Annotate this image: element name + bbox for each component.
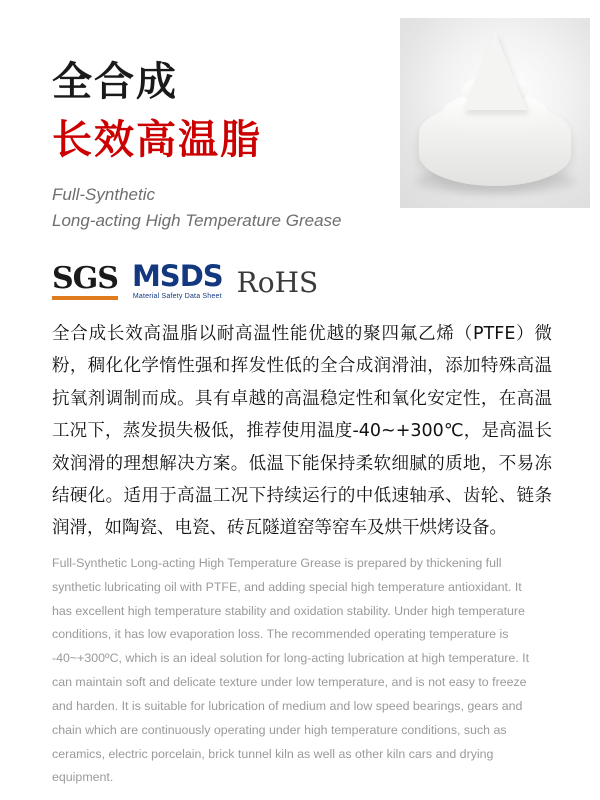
rohs-logo-label: RoHS	[236, 266, 319, 299]
page-title-en-line2: Long-acting High Temperature Grease	[52, 211, 342, 231]
certification-logos	[52, 259, 319, 300]
msds-logo-label: MSDS	[131, 259, 223, 293]
page-title-cn-line1: 全合成	[52, 59, 178, 105]
product-description-cn: 全合成长效高温脂以耐高温性能优越的聚四氟乙烯（PTFE）微粉，稠化化学惰性强和挥发性低的全合成润滑油，添加特殊高温抗氧剂调制而成。具有卓越的高温稳定性和氧化安定性，在高温工况下，蒸发损失极低，推荐使用温度-40~+300℃，是高温长效润滑的理想解决方案。低温下能保持柔软细腻的质地，不易冻结硬化。适用于高温工况下持续运行的中低速轴承、齿轮、链条润滑，如陶瓷、电瓷、砖瓦隧道窑等窑车及烘干烘烤设备。	[52, 324, 552, 539]
page-title-en-line1: Full-Synthetic	[52, 185, 155, 204]
msds-logo	[131, 259, 223, 300]
grease-sample-peak	[463, 32, 527, 110]
product-description-en: Full-Synthetic Long-acting High Temperature Grease is prepared by thickening full synthetic lubricating oil with PTFE, and adding special high temperature antioxidant. It has excellent high temperature stability and oxidation stability. Under high temperature conditions, it has low evaporation loss. The recommended operating temperature is -40~+300ºC, which is an ideal solution for long-acting lubrication at high temperature. It can maintain soft and delicate texture under low temperature, and is not easy to freeze and harden. It is suitable for lubrication of medium and low speed bearings, gears and chain which are continuously operating under high temperature conditions, such as ceramics, electric porcelain, brick tunnel kiln as well as other kiln cars and drying equipment.	[52, 556, 530, 785]
page-title-cn-line2: 长效高温脂	[52, 117, 262, 163]
product-photo	[400, 18, 590, 208]
page-title-en	[52, 182, 341, 235]
sgs-logo	[52, 261, 118, 300]
sgs-logo-label: SGS	[52, 261, 118, 296]
msds-logo-subtitle: Material Safety Data Sheet	[132, 293, 222, 300]
